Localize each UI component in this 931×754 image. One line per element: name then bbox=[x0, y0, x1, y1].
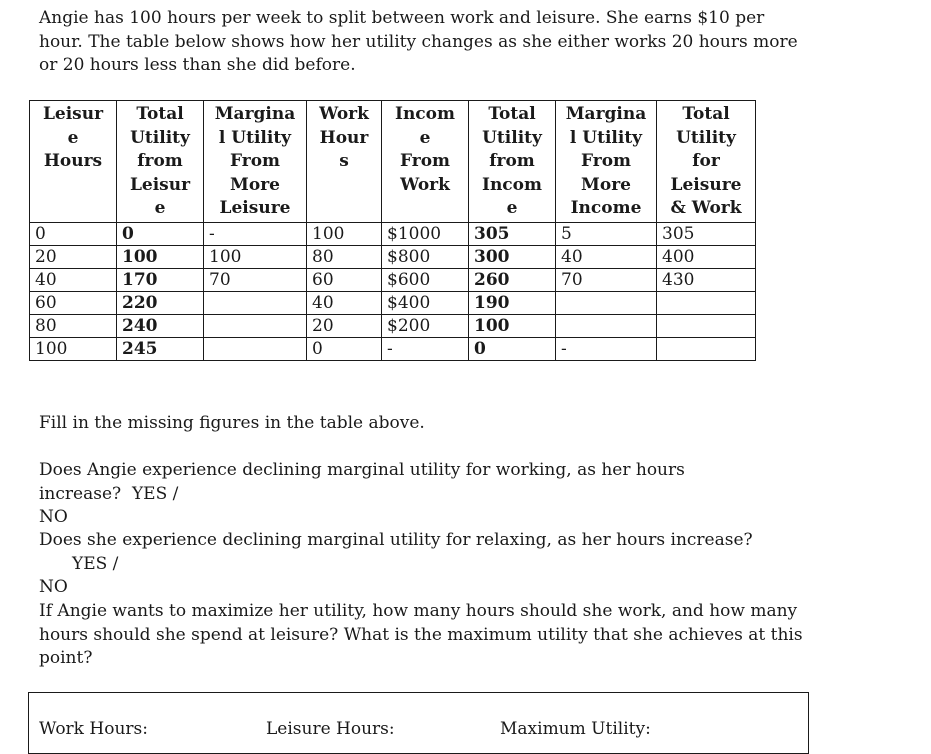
cell-total-utility-leisure: 0 bbox=[117, 222, 204, 245]
table-row bbox=[30, 314, 756, 337]
table-row bbox=[30, 291, 756, 314]
cell-work-hours: 60 bbox=[307, 268, 382, 291]
cell-income: $400 bbox=[382, 291, 469, 314]
cell-marginal-utility-leisure[interactable] bbox=[204, 314, 307, 337]
cell-marginal-utility-leisure[interactable] bbox=[204, 337, 307, 360]
cell-total-utility-leisure: 100 bbox=[117, 245, 204, 268]
answer-yes-option[interactable]: YES / bbox=[72, 553, 119, 574]
cell-leisure-hours: 0 bbox=[30, 222, 117, 245]
cell-leisure-hours: 20 bbox=[30, 245, 117, 268]
cell-income: $800 bbox=[382, 245, 469, 268]
cell-marginal-utility-leisure: 100 bbox=[204, 245, 307, 268]
cell-marginal-utility-income: 70 bbox=[556, 268, 657, 291]
cell-total-utility-leisure: 240 bbox=[117, 314, 204, 337]
cell-total-utility-income: 305 bbox=[469, 222, 556, 245]
header-total-utility-income: Total Utility from Incom e bbox=[469, 101, 556, 223]
cell-total-utility-income: 260 bbox=[469, 268, 556, 291]
cell-marginal-utility-leisure: - bbox=[204, 222, 307, 245]
cell-total-utility-combined: 400 bbox=[657, 245, 756, 268]
cell-work-hours: 0 bbox=[307, 337, 382, 360]
header-leisure-hours: Leisur e Hours bbox=[30, 101, 117, 223]
cell-leisure-hours: 40 bbox=[30, 268, 117, 291]
work-hours-label[interactable]: Work Hours: bbox=[39, 719, 148, 739]
cell-leisure-hours: 100 bbox=[30, 337, 117, 360]
header-marginal-utility-leisure: Margina l Utility From More Leisure bbox=[204, 101, 307, 223]
cell-leisure-hours: 80 bbox=[30, 314, 117, 337]
cell-marginal-utility-leisure[interactable] bbox=[204, 291, 307, 314]
cell-marginal-utility-income: - bbox=[556, 337, 657, 360]
header-marginal-utility-income: Margina l Utility From More Income bbox=[556, 101, 657, 223]
header-income-from-work: Incom e From Work bbox=[382, 101, 469, 223]
answer-no-option[interactable]: NO bbox=[39, 577, 68, 597]
cell-total-utility-leisure: 170 bbox=[117, 268, 204, 291]
cell-work-hours: 40 bbox=[307, 291, 382, 314]
question-text: Does Angie experience declining marginal utility for working, as her hours increase? bbox=[39, 460, 685, 504]
table-row bbox=[30, 222, 756, 245]
cell-total-utility-income: 190 bbox=[469, 291, 556, 314]
header-total-utility-leisure: Total Utility from Leisur e bbox=[117, 101, 204, 223]
table-row bbox=[30, 268, 756, 291]
table-row bbox=[30, 337, 756, 360]
cell-marginal-utility-leisure: 70 bbox=[204, 268, 307, 291]
cell-marginal-utility-income[interactable] bbox=[556, 291, 657, 314]
question-fill-table: Fill in the missing figures in the table above. bbox=[39, 413, 425, 433]
cell-total-utility-combined[interactable] bbox=[657, 337, 756, 360]
cell-income: $600 bbox=[382, 268, 469, 291]
answer-no-option[interactable]: NO bbox=[39, 507, 68, 527]
cell-total-utility-leisure: 220 bbox=[117, 291, 204, 314]
cell-leisure-hours: 60 bbox=[30, 291, 117, 314]
leisure-hours-label[interactable]: Leisure Hours: bbox=[266, 719, 395, 739]
header-total-utility-leisure-work: Total Utility for Leisure & Work bbox=[657, 101, 756, 223]
utility-table bbox=[29, 100, 756, 361]
cell-marginal-utility-income[interactable] bbox=[556, 314, 657, 337]
cell-income: - bbox=[382, 337, 469, 360]
cell-income: $200 bbox=[382, 314, 469, 337]
question-text: Does she experience declining marginal utility for relaxing, as her hours increase? bbox=[39, 530, 753, 550]
cell-total-utility-combined[interactable] bbox=[657, 314, 756, 337]
question-work-marginal-utility bbox=[39, 459, 814, 530]
cell-marginal-utility-income: 40 bbox=[556, 245, 657, 268]
cell-work-hours: 100 bbox=[307, 222, 382, 245]
table-header-row bbox=[30, 101, 756, 223]
table-row bbox=[30, 245, 756, 268]
cell-total-utility-combined: 430 bbox=[657, 268, 756, 291]
cell-total-utility-income: 0 bbox=[469, 337, 556, 360]
cell-total-utility-combined: 305 bbox=[657, 222, 756, 245]
maximum-utility-label[interactable]: Maximum Utility: bbox=[500, 719, 651, 739]
answer-yes-option[interactable]: YES / bbox=[131, 483, 179, 504]
cell-marginal-utility-income: 5 bbox=[556, 222, 657, 245]
cell-work-hours: 80 bbox=[307, 245, 382, 268]
cell-total-utility-income: 100 bbox=[469, 314, 556, 337]
question-maximize-utility: If Angie wants to maximize her utility, how many hours should she work, and how many hours should she spend at leisure? What is the maximum utility that she achieves at this point? bbox=[39, 601, 803, 668]
intro-paragraph: Angie has 100 hours per week to split between work and leisure. She earns $10 per hour. The table below shows how her utility changes as she either works 20 hours more or 20 hours less than she did before. bbox=[39, 8, 798, 75]
header-work-hours: Work Hour s bbox=[307, 101, 382, 223]
answer-box bbox=[28, 692, 809, 754]
cell-total-utility-combined[interactable] bbox=[657, 291, 756, 314]
cell-total-utility-leisure: 245 bbox=[117, 337, 204, 360]
cell-total-utility-income: 300 bbox=[469, 245, 556, 268]
cell-work-hours: 20 bbox=[307, 314, 382, 337]
cell-income: $1000 bbox=[382, 222, 469, 245]
question-leisure-marginal-utility bbox=[39, 529, 814, 600]
